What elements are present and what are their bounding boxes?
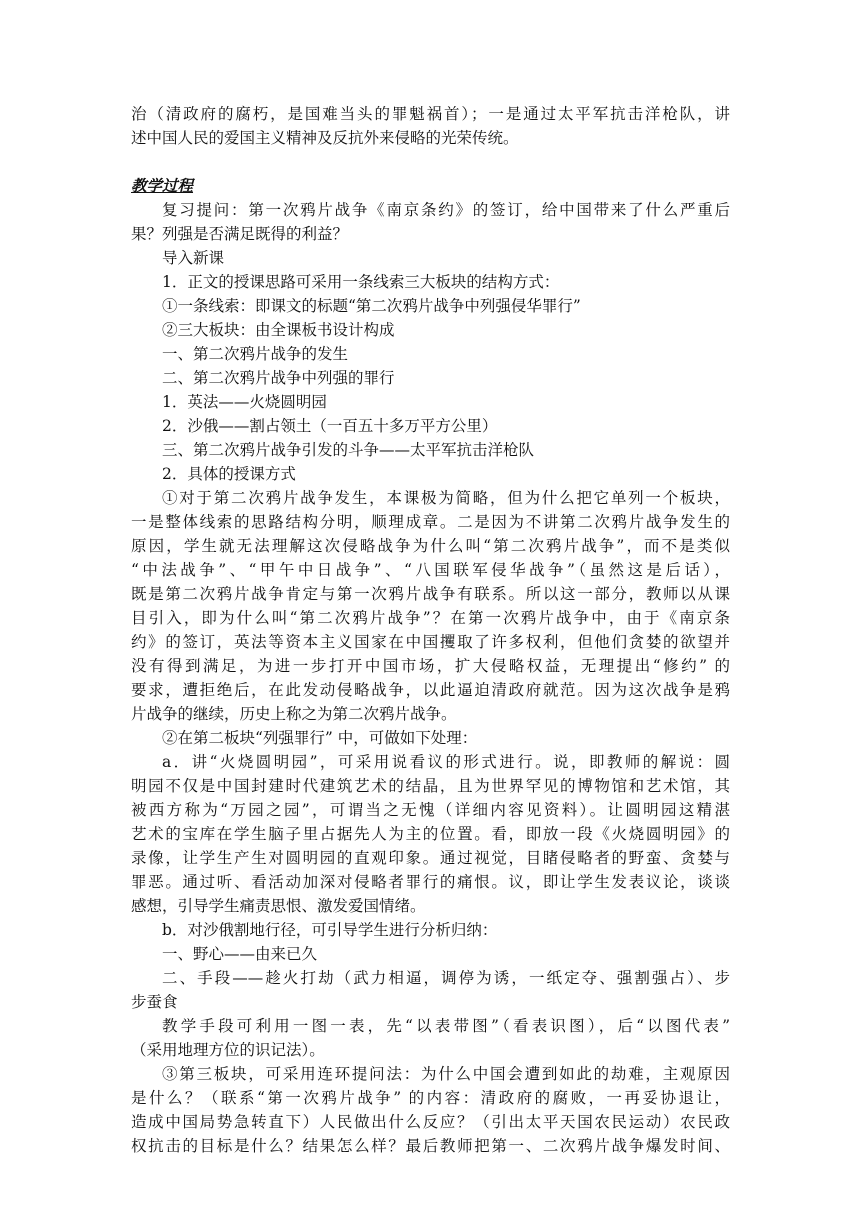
document-page — [131, 102, 730, 1158]
body-line: 约》的签订，英法等资本主义国家在中国攫取了许多权利，但他们贪婪的欲望并 — [131, 633, 730, 651]
body-line: 既是第二次鸦片战争肯定与第一次鸦片战争有联系。所以这一部分，教师以从课 — [131, 585, 730, 603]
body-line: 一是整体线索的思路结构分明，顺理成章。二是因为不讲第二次鸦片战争发生的 — [131, 513, 730, 531]
body-line: 被西方称为“万园之园”，可谓当之无愧（详细内容见资料）。让圆明园这精湛 — [131, 801, 730, 819]
paragraph-gap — [131, 150, 730, 174]
body-line: “中法战争”、“甲午中日战争”、“八国联军侵华战争”（虽然这是后话）， — [131, 561, 730, 579]
body-line: ①对于第二次鸦片战争发生，本课极为简略，但为什么把它单列一个板块， — [162, 489, 730, 507]
body-line: 1．英法——火烧圆明园 — [162, 393, 327, 411]
body-line: 一、第二次鸦片战争的发生 — [162, 345, 349, 363]
body-line: 录像，让学生产生对圆明园的直观印象。通过视觉，目睹侵略者的野蛮、贪婪与 — [131, 849, 730, 867]
body-line: ③第三板块，可采用连环提问法：为什么中国会遭到如此的劫难，主观原因 — [162, 1065, 730, 1083]
body-line: b．对沙俄割地行径，可引导学生进行分析归纳： — [162, 921, 498, 939]
body-line: 权抗击的目标是什么？结果怎么样？最后教师把第一、二次鸦片战争爆发时间、 — [131, 1137, 730, 1155]
body-line: 步蚕食 — [131, 993, 178, 1011]
body-line: a．讲“火烧圆明园”，可采用说看议的形式进行。说，即教师的解说：圆 — [162, 753, 730, 771]
body-text — [131, 198, 730, 1158]
body-line: 二、第二次鸦片战争中列强的罪行 — [162, 369, 395, 387]
body-line: 原因，学生就无法理解这次侵略战争为什么叫“第二次鸦片战争”，而不是类似 — [131, 537, 730, 555]
body-line: ②三大板块：由全课板书设计构成 — [162, 321, 395, 339]
body-line: 造成中国局势急转直下）人民做出什么反应？（引出太平天国农民运动）农民政 — [131, 1113, 730, 1131]
body-line: 罪恶。通过听、看活动加深对侵略者罪行的痛恨。议，即让学生发表议论，谈谈 — [131, 873, 730, 891]
body-line: 复习提问：第一次鸦片战争《南京条约》的签订，给中国带来了什么严重后 — [162, 201, 730, 219]
body-line: ①一条线索：即课文的标题“第二次鸦片战争中列强侵华罪行” — [162, 297, 581, 315]
body-line: 明园不仅是中国封建时代建筑艺术的结晶，且为世界罕见的博物馆和艺术馆，其 — [131, 777, 730, 795]
body-line: 没有得到满足，为进一步打开中国市场，扩大侵略权益，无理提出“修约” 的 — [131, 657, 730, 675]
body-line: 是什么？（联系“第一次鸦片战争” 的内容：清政府的腐败，一再妥协退让， — [131, 1089, 730, 1107]
body-line: 果？列强是否满足既得的利益？ — [131, 225, 349, 243]
body-line: 一、野心——由来已久 — [162, 945, 318, 963]
body-line: 导入新课 — [162, 249, 225, 267]
body-line: 2．沙俄——割占领土（一百五十多万平方公里） — [162, 417, 498, 435]
body-line: 教学手段可利用一图一表，先“以表带图”（看表识图），后“以图代表” — [162, 1017, 730, 1035]
body-line: （采用地理方位的识记法）。 — [131, 1041, 325, 1059]
body-line: 目引入，即为什么叫“第二次鸦片战争”？在第一次鸦片战争中，由于《南京条 — [131, 609, 730, 627]
body-line: 三、第二次鸦片战争引发的斗争——太平军抗击洋枪队 — [162, 441, 535, 459]
body-line: 1．正文的授课思路可采用一条线索三大板块的结构方式： — [162, 273, 560, 291]
section-heading: 教学过程 — [131, 176, 194, 195]
intro-line-1: 治（清政府的腐朽，是国难当头的罪魁祸首）；一是通过太平军抗击洋枪队，讲 — [131, 105, 730, 123]
intro-line-2: 述中国人民的爱国主义精神及反抗外来侵略的光荣传统。 — [131, 129, 519, 147]
body-line: 要求，遭拒绝后，在此发动侵略战争，以此逼迫清政府就范。因为这次战争是鸦 — [131, 681, 730, 699]
body-line: 2．具体的授课方式 — [162, 465, 296, 483]
body-line: ②在第二板块“列强罪行” 中，可做如下处理： — [162, 729, 478, 747]
body-line: 二、手段——趁火打劫（武力相逼，调停为诱，一纸定夺、强割强占）、步 — [162, 969, 730, 987]
body-line: 艺术的宝库在学生脑子里占据先人为主的位置。看，即放一段《火烧圆明园》的 — [131, 825, 730, 843]
body-line: 片战争的继续，历史上称之为第二次鸦片战争。 — [131, 705, 457, 723]
body-line: 感想，引导学生痛责思恨、激发爱国情绪。 — [131, 897, 426, 915]
